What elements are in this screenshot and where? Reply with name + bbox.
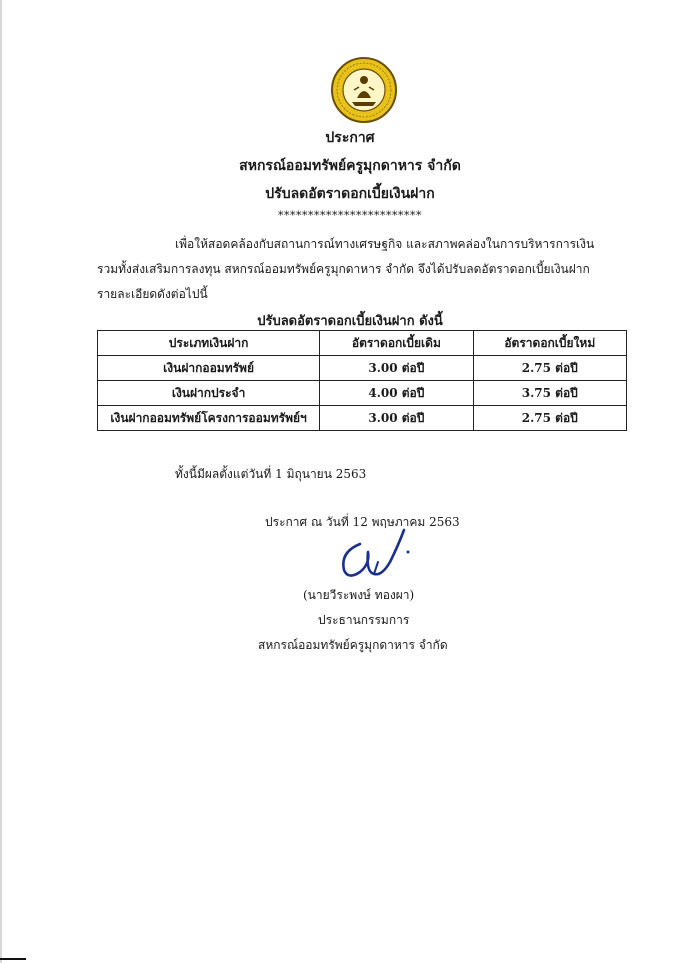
table-header-row — [98, 331, 627, 356]
table-row — [98, 356, 627, 381]
scan-edge-left — [0, 0, 2, 963]
table-row — [98, 406, 627, 431]
divider-asterisks: ************************ — [278, 209, 422, 222]
subject-heading: ปรับลดอัตราดอกเบี้ยเงินฝาก — [265, 186, 435, 202]
new-rate-cell: 2.75 ต่อปี — [473, 356, 626, 381]
intro-line-2: รวมทั้งส่งเสริมการลงทุน สหกรณ์ออมทรัพย์ครูมุกดาหาร จำกัด จึงได้ปรับลดอัตราดอกเบี้ยเงินฝาก — [97, 262, 590, 276]
deposit-type-cell: เงินฝากประจำ — [98, 381, 320, 406]
intro-line-3: รายละเอียดดังต่อไปนี้ — [97, 287, 208, 301]
header-deposit-type: ประเภทเงินฝาก — [98, 331, 320, 356]
new-rate-cell: 3.75 ต่อปี — [473, 381, 626, 406]
header-new-rate: อัตราดอกเบี้ยใหม่ — [473, 331, 626, 356]
deposit-type-cell: เงินฝากออมทรัพย์ — [98, 356, 320, 381]
old-rate-cell: 3.00 ต่อปี — [320, 356, 473, 381]
organization-heading: สหกรณ์ออมทรัพย์ครูมุกดาหาร จำกัด — [239, 158, 461, 174]
table-row — [98, 381, 627, 406]
table-caption: ปรับลดอัตราดอกเบี้ยเงินฝาก ดังนี้ — [257, 314, 443, 329]
announcement-date: ประกาศ ณ วันที่ 12 พฤษภาคม 2563 — [265, 515, 460, 529]
signatory-name: (นายวีระพงษ์ ทองผา) — [303, 588, 415, 602]
signatory-position: ประธานกรรมการ — [318, 613, 410, 627]
cooperative-seal-logo — [330, 56, 398, 124]
old-rate-cell: 3.00 ต่อปี — [320, 406, 473, 431]
new-rate-cell: 2.75 ต่อปี — [473, 406, 626, 431]
deposit-type-cell: เงินฝากออมทรัพย์โครงการออมทรัพย์ฯ — [98, 406, 320, 431]
signatory-organization: สหกรณ์ออมทรัพย์ครูมุกดาหาร จำกัด — [258, 638, 448, 652]
header-old-rate: อัตราดอกเบี้ยเดิม — [320, 331, 473, 356]
announcement-heading: ประกาศ — [325, 130, 375, 146]
handwritten-signature — [330, 522, 420, 587]
old-rate-cell: 4.00 ต่อปี — [320, 381, 473, 406]
interest-rate-table — [97, 330, 627, 431]
scan-edge-mark — [0, 958, 26, 960]
intro-line-1: เพื่อให้สอดคล้องกับสถานการณ์ทางเศรษฐกิจ และสภาพคล่องในการบริหารการเงิน — [175, 237, 595, 251]
effective-date: ทั้งนี้มีผลตั้งแต่วันที่ 1 มิถุนายน 2563 — [175, 467, 367, 481]
